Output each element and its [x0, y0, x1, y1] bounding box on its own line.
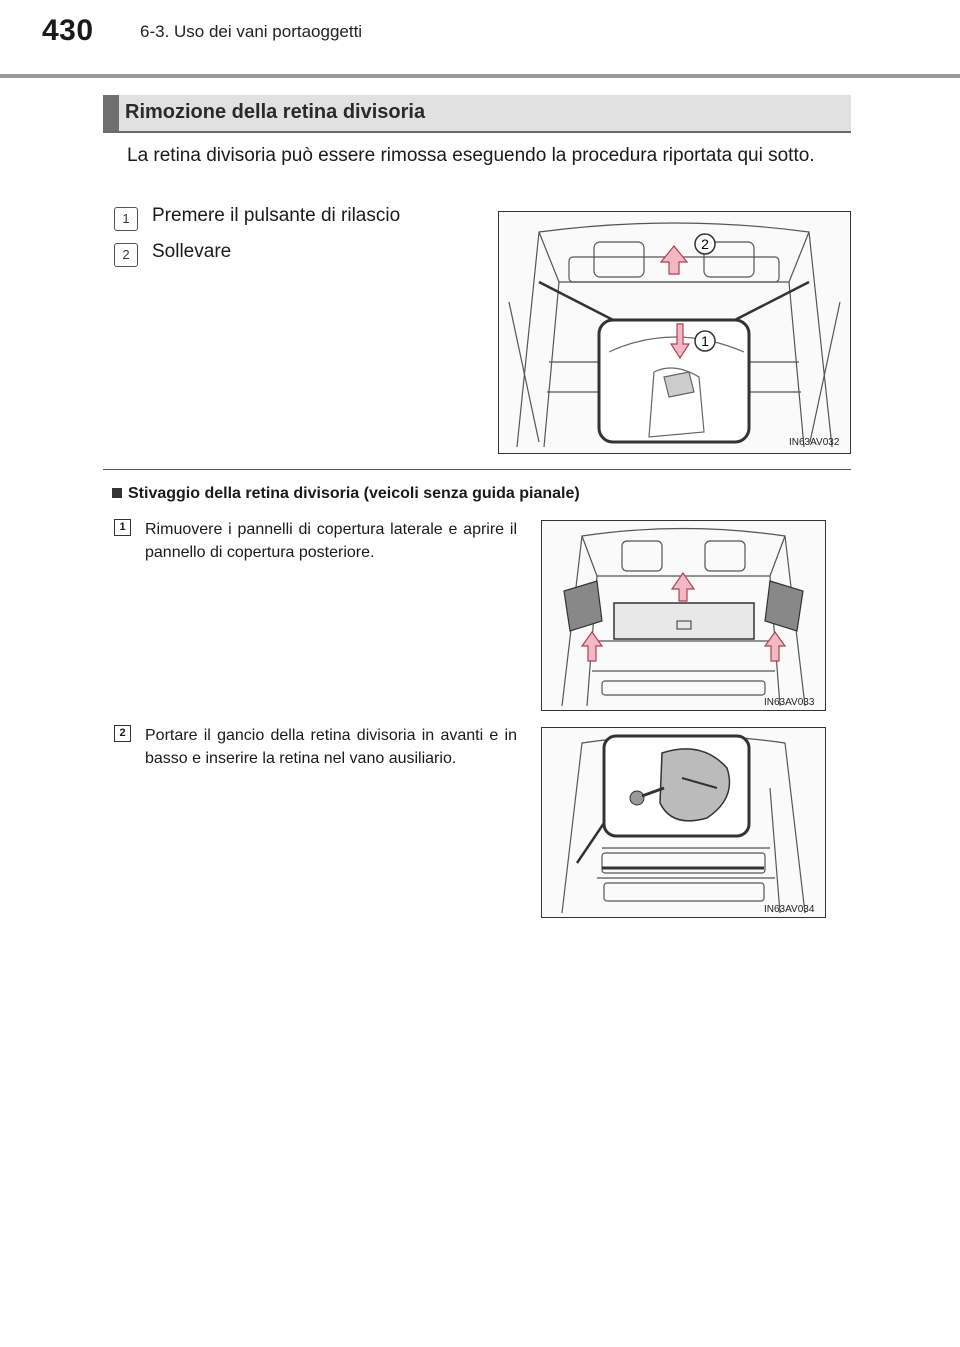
section-heading-bar [103, 95, 851, 133]
up-arrow-left [582, 632, 602, 661]
cargo-area-illustration [499, 212, 850, 453]
substep-1-text: Rimuovere i pannelli di copertura laterale e aprire il pannello di copertura posteriore. [145, 521, 517, 561]
callout-1-label: 1 [701, 333, 709, 349]
header-rule [0, 74, 960, 78]
cover-panels-illustration [542, 521, 825, 710]
callout-2-label: 2 [701, 236, 709, 252]
substep-2-number: 2 [114, 725, 131, 742]
figure-code: IN63AV034 [764, 904, 815, 915]
section-title: Rimozione della retina divisoria [125, 101, 426, 123]
lift-arrow [661, 246, 687, 274]
subsection-title: Stivaggio della retina divisoria (veicoli senza guida pianale) [128, 485, 580, 502]
up-arrow-right [765, 632, 785, 661]
section-divider [103, 469, 851, 470]
up-arrow-center [672, 573, 694, 601]
step-text: Sollevare [152, 241, 232, 262]
figure-cover-panels [541, 520, 826, 711]
right-side-cover [765, 581, 803, 631]
section-bar-accent [103, 95, 119, 131]
figure-cargo-net-removal [498, 211, 851, 454]
heading-square-icon [112, 488, 122, 498]
substep-1-number: 1 [114, 519, 131, 536]
substep-2-text: Portare il gancio della retina divisoria in avanti e in basso e inserire la retina nel vano ausiliario. [145, 727, 517, 767]
step-number: 1 [114, 207, 138, 231]
page-number: 430 [42, 14, 94, 47]
step-text: Premere il pulsante di rilascio [152, 205, 401, 226]
step-1 [114, 205, 474, 231]
figure-code: IN63AV032 [789, 437, 840, 448]
step-number: 2 [114, 243, 138, 267]
step-2 [114, 241, 474, 267]
subsection-heading [112, 485, 580, 503]
running-title: 6-3. Uso dei vani portaoggetti [140, 22, 363, 41]
section-intro: La retina divisoria può essere rimossa eseguendo la procedura riportata qui sotto. [127, 145, 815, 166]
figure-code: IN63AV033 [764, 697, 815, 708]
net-hook-illustration [542, 728, 825, 917]
left-side-cover [564, 581, 602, 631]
figure-net-hook [541, 727, 826, 918]
